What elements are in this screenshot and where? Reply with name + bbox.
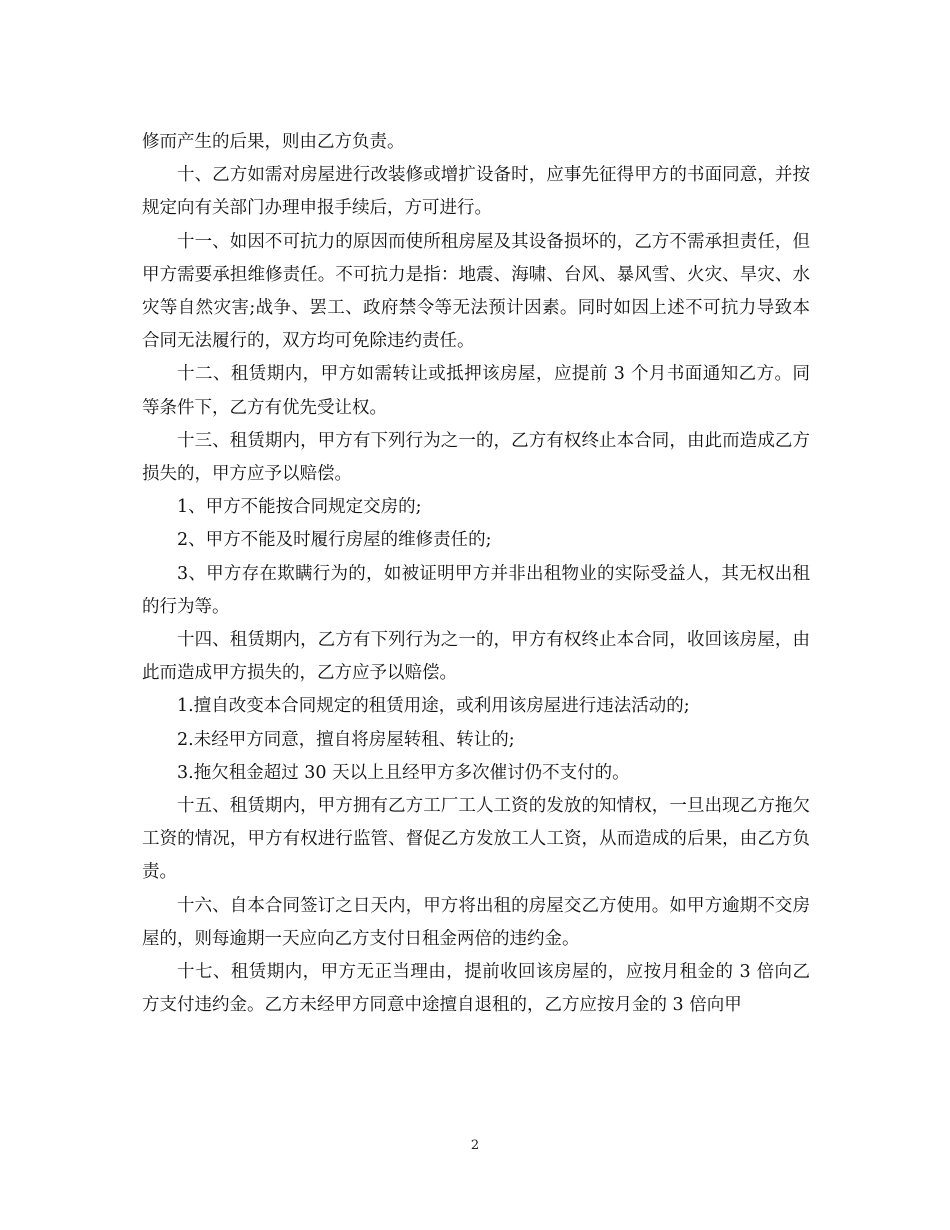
clause-13: 十三、租赁期内，甲方有下列行为之一的，乙方有权终止本合同，由此而造成乙方损失的，甲方应予以赔偿。 [142, 430, 810, 485]
document-body [142, 126, 810, 1022]
clause-15: 十五、租赁期内，甲方拥有乙方工厂工人工资的发放的知情权，一旦出现乙方拖欠工资的情况，甲方有权进行监管、督促乙方发放工人工资，从而造成的后果，由乙方负责。 [142, 796, 810, 883]
clause-17: 十七、租赁期内，甲方无正当理由，提前收回该房屋的，应按月租金的 3 倍向乙方支付违约金。乙方未经甲方同意中途擅自退租的，乙方应按月金的 3 倍向甲 [142, 962, 810, 1016]
page-number: 2 [470, 1138, 480, 1153]
clause-11: 十一、如因不可抗力的原因而使所租房屋及其设备损坏的，乙方不需承担责任，但甲方需要承担维修责任。不可抗力是指：地震、海啸、台风、暴风雪、火灾、旱灾、水灾等自然灾害;战争、罢工、政府禁令等无法预计因素。同时如因上述不可抗力导致本合同无法履行的，双方均可免除违约责任。 [142, 231, 810, 352]
clause-13-item-3: 3、甲方存在欺瞒行为的，如被证明甲方并非出租物业的实际受益人，其无权出租的行为等。 [142, 563, 810, 617]
clause-12: 十二、租赁期内，甲方如需转让或抵押该房屋，应提前 3 个月书面通知乙方。同等条件下，乙方有优先受让权。 [142, 364, 810, 418]
clause-10: 十、乙方如需对房屋进行改装修或增扩设备时，应事先征得甲方的书面同意，并按规定向有关部门办理申报手续后，方可进行。 [142, 165, 810, 219]
clause-16: 十六、自本合同签订之日天内，甲方将出租的房屋交乙方使用。如甲方逾期不交房屋的，则每逾期一天应向乙方支付日租金两倍的违约金。 [142, 895, 810, 949]
clause-13-item-2: 2、甲方不能及时履行房屋的维修责任的; [177, 530, 492, 551]
clause-13-item-1: 1、甲方不能按合同规定交房的; [177, 497, 422, 518]
clause-14: 十四、租赁期内，乙方有下列行为之一的，甲方有权终止本合同，收回该房屋，由此而造成甲方损失的，乙方应予以赔偿。 [142, 630, 810, 684]
paragraph-continuation: 修而产生的后果，则由乙方负责。 [142, 132, 405, 152]
clause-14-item-3: 3.拖欠租金超过 30 天以上且经甲方多次催讨仍不支付的。 [177, 762, 630, 783]
clause-14-item-1: 1.擅自改变本合同规定的租赁用途，或利用该房屋进行违法活动的; [177, 696, 690, 717]
clause-14-item-2: 2.未经甲方同意，擅自将房屋转租、转让的; [177, 729, 515, 750]
